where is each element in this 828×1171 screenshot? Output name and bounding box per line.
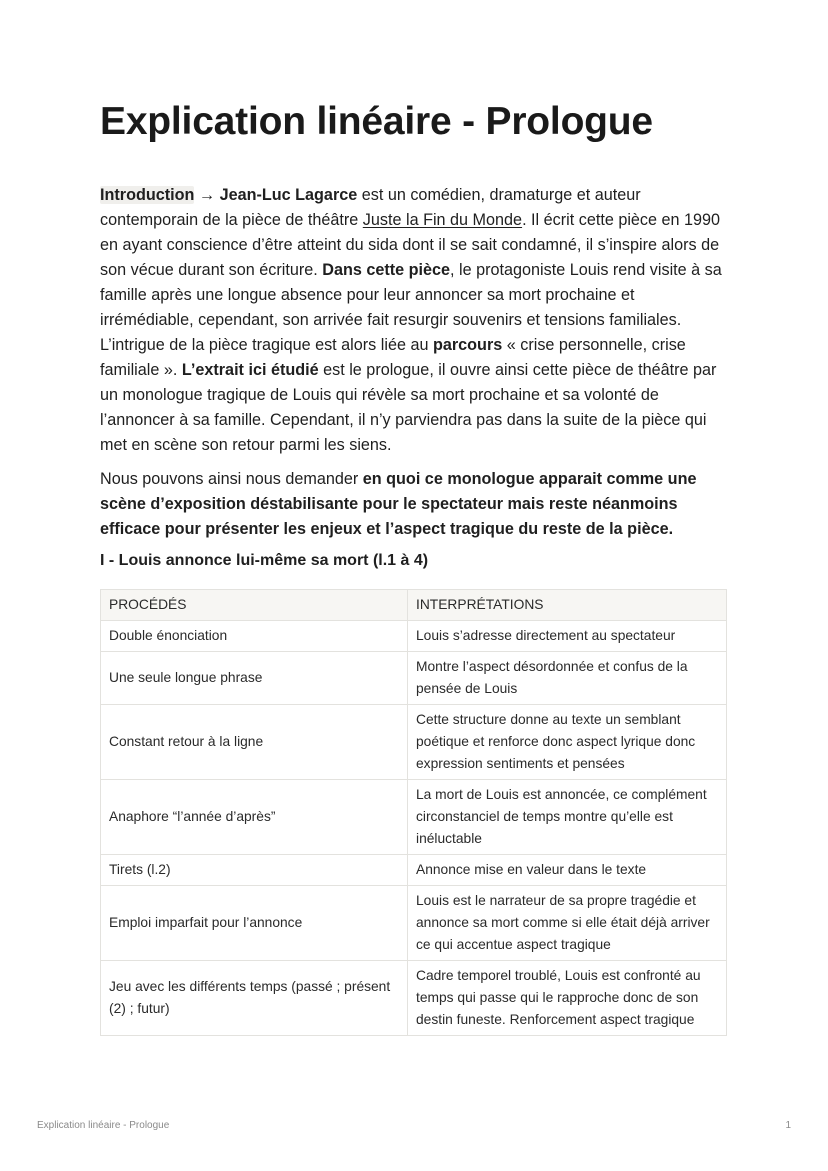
intro-label: Introduction [100, 186, 195, 204]
table-cell: Louis s’adresse directement au spectateur [408, 621, 727, 652]
footer-title: Explication linéaire - Prologue [37, 1120, 170, 1131]
table-row [101, 705, 727, 780]
intro-arrow: → [194, 186, 220, 204]
intro-text-1: est un comédien, dramaturge et auteur contemporain de la pièce de théâtre [100, 186, 641, 229]
table-cell: Annonce mise en valeur dans le texte [408, 855, 727, 886]
table-row [101, 652, 727, 705]
table-cell: Louis est le narrateur de sa propre tragédie et annonce sa mort comme si elle était déjà arriver ce qui accentue aspect tragique [408, 886, 727, 961]
page-title: Explication linéaire - Prologue [100, 100, 653, 143]
column-header-interpretations: INTERPRÉTATIONS [408, 590, 727, 621]
intro-text-2: . Il écrit cette pièce en 1990 en ayant conscience d’être atteint du sida dont il se sait condamné, il s’inspire alors de son vécue durant son écriture. [100, 211, 721, 279]
table-row [101, 780, 727, 855]
table-cell: Tirets (l.2) [101, 855, 408, 886]
question-bold: en quoi ce monologue apparait comme une scène d’exposition déstabilisante pour le spectateur mais reste néanmoins efficace pour présenter les enjeux et l’aspect tragique du reste de la pièce. [100, 470, 697, 538]
intro-text-5: est le prologue, il ouvre ainsi cette pièce de théâtre par un monologue tragique de Louis qui révèle sa mort prochaine et sa volonté de l’annoncer à sa famille. Cependant, il n’y parviendra pas dans la suite de la pièce qui met en scène son retour parmi les siens. [100, 361, 717, 454]
table-cell: Constant retour à la ligne [101, 705, 408, 780]
author-name: Jean-Luc Lagarce [219, 186, 358, 204]
table-cell: La mort de Louis est annoncée, ce complément circonstanciel de temps montre qu’elle est inéluctable [408, 780, 727, 855]
table-cell: Jeu avec les différents temps (passé ; présent (2) ; futur) [101, 961, 408, 1036]
section-heading: I - Louis annonce lui-même sa mort (l.1 à 4) [100, 552, 429, 569]
table-row [101, 621, 727, 652]
analysis-table [100, 589, 727, 1036]
intro-text-4: « crise personnelle, crise familiale ». [100, 336, 686, 379]
table-cell: Double énonciation [101, 621, 408, 652]
intro-bold-2: parcours [432, 336, 503, 354]
introduction-paragraph [100, 183, 728, 458]
table-row [101, 961, 727, 1036]
intro-bold-3: L’extrait ici étudié [181, 361, 319, 379]
intro-text-3: , le protagoniste Louis rend visite à sa famille après une longue absence pour leur annoncer sa mort prochaine et irrémédiable, cependant, son arrivée fait resurgir souvenirs et tensions familiales. L’intrigue de la pièce tragique est alors liée au [100, 261, 722, 354]
table-cell: Une seule longue phrase [101, 652, 408, 705]
table-cell: Anaphore “l’année d’après” [101, 780, 408, 855]
table-row [101, 855, 727, 886]
table-header-row [101, 590, 727, 621]
work-title: Juste la Fin du Monde [362, 211, 523, 229]
table-cell: Cadre temporel troublé, Louis est confronté au temps qui passe qui le rapproche donc de son destin funeste. Renforcement aspect tragique [408, 961, 727, 1036]
table-cell: Emploi imparfait pour l’annonce [101, 886, 408, 961]
page-number: 1 [785, 1120, 791, 1131]
intro-bold-1: Dans cette pièce [322, 261, 451, 279]
table-cell: Cette structure donne au texte un semblant poétique et renforce donc aspect lyrique donc expression sentiments et pensées [408, 705, 727, 780]
question-text: Nous pouvons ainsi nous demander [100, 470, 363, 488]
table-cell: Montre l’aspect désordonnée et confus de la pensée de Louis [408, 652, 727, 705]
problematic-paragraph [100, 467, 728, 542]
table-row [101, 886, 727, 961]
column-header-procedes: PROCÉDÉS [101, 590, 408, 621]
